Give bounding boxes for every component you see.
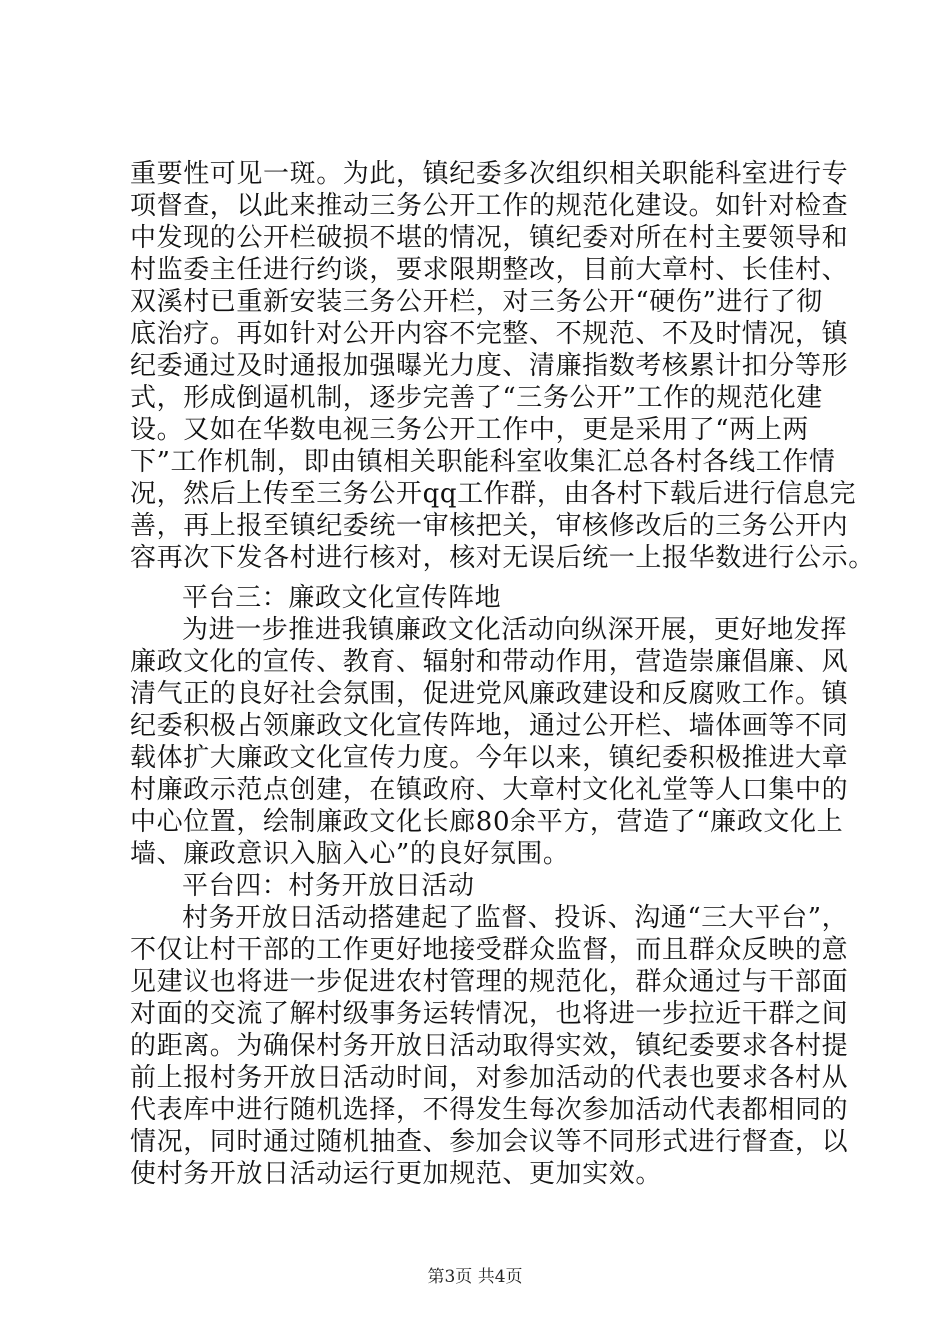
- body-line: 中发现的公开栏破损不堪的情况，镇纪委对所在村主要领导和: [130, 223, 849, 253]
- body-line: 下”工作机制，即由镇相关职能科室收集汇总各村各线工作情: [130, 447, 836, 477]
- body-line: 情况，同时通过随机抽查、参加会议等不同形式进行督查，以: [130, 1127, 849, 1157]
- body-line: 式，形成倒逼机制，逐步完善了“三务公开”工作的规范化建: [130, 383, 823, 413]
- body-line: 不仅让村干部的工作更好地接受群众监督，而且群众反映的意: [130, 935, 849, 965]
- section-heading: 平台四：村务开放日活动: [182, 871, 475, 901]
- section-heading: 平台三：廉政文化宣传阵地: [182, 583, 502, 613]
- body-line: 村监委主任进行约谈，要求限期整改，目前大章村、长佳村、: [130, 255, 849, 285]
- body-line: 底治疗。再如针对公开内容不完整、不规范、不及时情况，镇: [130, 319, 849, 349]
- body-line: 中心位置，绘制廉政文化长廊80余平方，营造了“廉政文化上: [130, 807, 844, 837]
- body-line: 清气正的良好社会氛围，促进党风廉政建设和反腐败工作。镇: [130, 679, 849, 709]
- body-line: 况，然后上传至三务公开qq工作群，由各村下载后进行信息完: [130, 479, 857, 509]
- body-line: 为进一步推进我镇廉政文化活动向纵深开展，更好地发挥: [182, 615, 848, 645]
- body-line: 前上报村务开放日活动时间，对参加活动的代表也要求各村从: [130, 1063, 849, 1093]
- body-line: 纪委积极占领廉政文化宣传阵地，通过公开栏、墙体画等不同: [130, 711, 849, 741]
- body-line: 代表库中进行随机选择，不得发生每次参加活动代表都相同的: [130, 1095, 849, 1125]
- body-line: 纪委通过及时通报加强曝光力度、清廉指数考核累计扣分等形: [130, 351, 849, 381]
- body-line: 项督查，以此来推动三务公开工作的规范化建设。如针对检查: [130, 191, 849, 221]
- body-line: 重要性可见一斑。为此，镇纪委多次组织相关职能科室进行专: [130, 159, 849, 189]
- body-line: 双溪村已重新安装三务公开栏，对三务公开“硬伤”进行了彻: [130, 287, 823, 317]
- body-line: 墙、廉政意识入脑入心”的良好氛围。: [130, 839, 570, 869]
- body-line: 善，再上报至镇纪委统一审核把关，审核修改后的三务公开内: [130, 511, 849, 541]
- body-line: 载体扩大廉政文化宣传力度。今年以来，镇纪委积极推进大章: [130, 743, 849, 773]
- body-line: 的距离。为确保村务开放日活动取得实效，镇纪委要求各村提: [130, 1031, 849, 1061]
- page-number-footer: 第3页 共4页: [427, 1267, 523, 1287]
- body-line: 见建议也将进一步促进农村管理的规范化，群众通过与干部面: [130, 967, 849, 997]
- body-line: 容再次下发各村进行核对，核对无误后统一上报华数进行公示。: [130, 543, 875, 573]
- body-line: 对面的交流了解村级事务运转情况，也将进一步拉近干群之间: [130, 999, 849, 1029]
- body-line: 廉政文化的宣传、教育、辐射和带动作用，营造崇廉倡廉、风: [130, 647, 849, 677]
- body-line: 使村务开放日活动运行更加规范、更加实效。: [130, 1159, 663, 1189]
- body-line: 设。又如在华数电视三务公开工作中，更是采用了“两上两: [130, 415, 809, 445]
- body-line: 村务开放日活动搭建起了监督、投诉、沟通“三大平台”，: [182, 903, 849, 933]
- body-line: 村廉政示范点创建，在镇政府、大章村文化礼堂等人口集中的: [130, 775, 849, 805]
